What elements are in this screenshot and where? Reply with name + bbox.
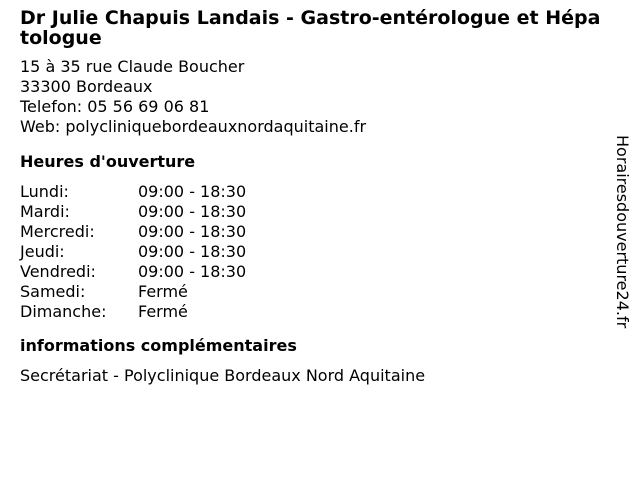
- day-label: Samedi:: [20, 282, 86, 301]
- day-hours: 09:00 - 18:30: [138, 262, 247, 281]
- street-address: 15 à 35 rue Claude Boucher: [20, 57, 245, 76]
- day-label: Mercredi:: [20, 222, 95, 241]
- hours-title: Heures d'ouverture: [20, 152, 196, 171]
- day-label: Lundi:: [20, 182, 69, 201]
- business-name: Dr Julie Chapuis Landais - Gastro-entérologue et Hépatologue: [20, 7, 601, 49]
- address-block: [20, 57, 605, 137]
- phone-number: Telefon: 05 56 69 06 81: [20, 97, 210, 116]
- hours-table: [20, 182, 605, 322]
- site-watermark: Horairesdouverture24.fr: [613, 135, 632, 329]
- hours-row-thursday: [20, 242, 605, 262]
- hours-row-sunday: [20, 302, 605, 322]
- business-card: [20, 8, 605, 386]
- day-label: Dimanche:: [20, 302, 107, 321]
- day-hours: 09:00 - 18:30: [138, 242, 247, 261]
- hours-row-monday: [20, 182, 605, 202]
- day-hours: 09:00 - 18:30: [138, 222, 247, 241]
- hours-row-friday: [20, 262, 605, 282]
- hours-row-wednesday: [20, 222, 605, 242]
- website: Web: polycliniquebordeauxnordaquitaine.fr: [20, 117, 367, 136]
- day-label: Mardi:: [20, 202, 70, 221]
- day-hours: Fermé: [138, 302, 188, 321]
- info-title: informations complémentaires: [20, 336, 297, 355]
- day-label: Jeudi:: [20, 242, 65, 261]
- city-postal: 33300 Bordeaux: [20, 77, 153, 96]
- hours-row-tuesday: [20, 202, 605, 222]
- day-hours: 09:00 - 18:30: [138, 182, 247, 201]
- hours-row-saturday: [20, 282, 605, 302]
- info-text: Secrétariat - Polyclinique Bordeaux Nord Aquitaine: [20, 366, 426, 385]
- day-label: Vendredi:: [20, 262, 96, 281]
- day-hours: Fermé: [138, 282, 188, 301]
- day-hours: 09:00 - 18:30: [138, 202, 247, 221]
